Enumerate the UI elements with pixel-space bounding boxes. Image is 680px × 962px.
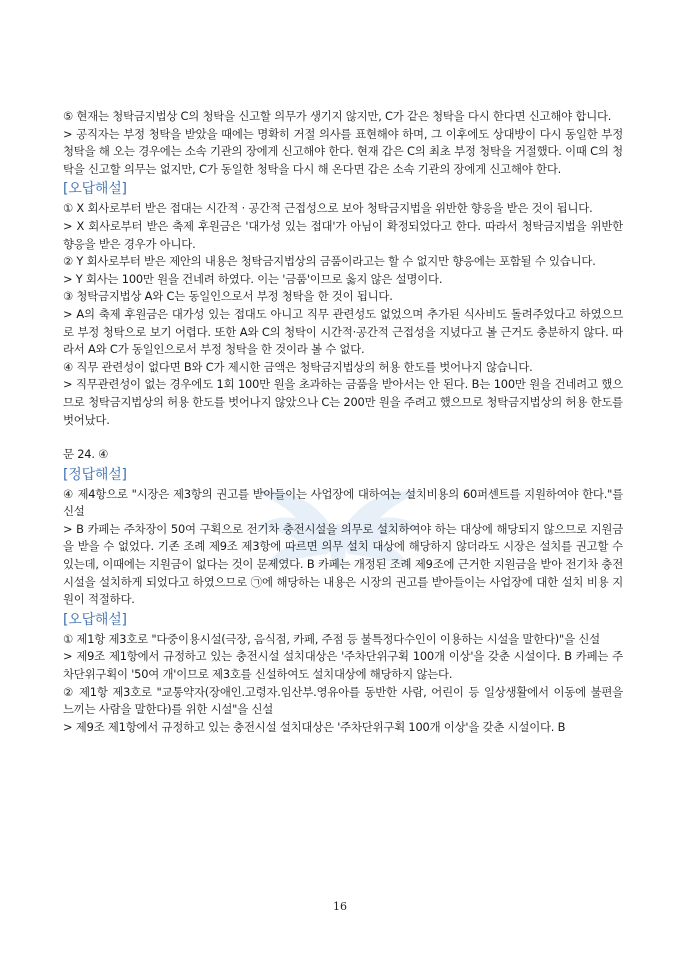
q23-wrong-answer-title: [오답해설]: [63, 181, 127, 198]
q24-wrong-item: > 제9조 제1항에서 규정하고 있는 충전시설 설치대상은 '주차단위구획 100개 이상'을 갖춘 시설이다. B 카페는 주차단위구획이 '50여 개'이므로 제3호를 신설하여도 설치대상에 해당하지 않는다.: [63, 649, 623, 682]
q23-wrong-item: ② Y 회사로부터 받은 제안의 내용은 청탁금지법상의 금품이라고는 할 수 없지만 향응에는 포함될 수 있습니다.: [63, 254, 596, 269]
q24-wrong-item: ② 제1항 제3호로 "교통약자(장애인.고령자.임산부.영유아를 동반한 사람, 어린이 등 일상생활에서 이동에 불편을 느끼는 사람을 말한다)를 위한 시설"을 신설: [63, 684, 623, 717]
q24-correct-answer-title: [정답해설]: [63, 466, 127, 483]
q24-correct-item: ④ 제4항으로 "시장은 제3항의 권고를 받아들이는 사업장에 대하여는 설치비용의 60퍼센트를 지원하여야 한다."를 신설: [63, 486, 623, 519]
q23-wrong-item: > 직무관련성이 없는 경우에도 1회 100만 원을 초과하는 금품을 받아서는 안 된다. B는 100만 원을 건네려고 했으므로 청탁금지법상의 허용 한도를 벗어나지 않았으나 C는 200만 원을 주려고 했으므로 청탁금지법상의 허용 한도를 벗어났다.: [63, 377, 623, 427]
q23-wrong-item: ① X 회사로부터 받은 접대는 시간적 · 공간적 근접성으로 보아 청탁금지법을 위반한 향응을 받은 것이 됩니다.: [63, 201, 593, 216]
q23-wrong-item: > Y 회사는 100만 원을 건네려 하였다. 이는 '금품'이므로 옳지 않은 설명이다.: [63, 271, 443, 286]
q24-wrong-item: ① 제1항 제3호로 "다중이용시설(극장, 음식점, 카페, 주점 등 불특정다수인이 이용하는 시설을 말한다)"을 신설: [63, 631, 600, 646]
q24-number: 문 24. ④: [63, 447, 109, 462]
q24-wrong-answer-title: [오답해설]: [63, 611, 127, 628]
q23-wrong-item: > A의 축제 후원금은 대가성 있는 접대도 아니고 직무 관련성도 없었으며 추가된 식사비도 돌려주었다고 하였으므로 부정 청탁으로 보기 어렵다. 또한 A와 C의 청탁이 시간적·공간적 근접성을 지녔다고 볼 근거도 충분하지 않다. 따라서 A와 C가 동일인으로서 부정 청탁을 한 것이라 볼 수 없다.: [63, 306, 623, 357]
q23-item5-explanation: > 공직자는 부정 청탁을 받았을 때에는 명확히 거절 의사를 표현해야 하며, 그 이후에도 상대방이 다시 동일한 부정 청탁을 해 오는 경우에는 소속 기관의 장에게 신고해야 한다. 현재 갑은 C의 최초 부정 청탁을 거절했다. 이때 C의 청탁을 신고할 의무는 없지만, C가 동일한 청탁을 다시 해 온다면 갑은 소속 기관의 장에게 신고해야 한다.: [63, 126, 623, 176]
document-body: [63, 108, 623, 736]
q23-item5: ⑤ 현재는 청탁금지법상 C의 청탁을 신고할 의무가 생기지 않지만, C가 같은 청탁을 다시 한다면 신고해야 합니다.: [63, 109, 612, 123]
q23-wrong-item: ④ 직무 관련성이 없다면 B와 C가 제시한 금액은 청탁금지법상의 허용 한도를 벗어나지 않습니다.: [63, 359, 533, 374]
q23-wrong-item: > X 회사로부터 받은 축제 후원금은 '대가성 있는 접대'가 아님이 확정되었다고 한다. 따라서 청탁금지법을 위반한 향응을 받은 경우가 아니다.: [63, 218, 623, 251]
q24-correct-item: > B 카페는 주차장이 50여 구획으로 전기차 충전시설을 의무로 설치하여야 하는 대상에 해당되지 않으므로 지원금을 받을 수 없었다. 기존 조례 제9조 제3항에 따르면 의무 설치 대상에 해당하지 않더라도 시장은 설치를 권고할 수 있는데, 이때에는 지원금이 없다는 것이 문제였다. B 카페는 개정된 조례 제9조에 근거한 지원금을 받아 전기차 충전 시설을 설치하게 되었다고 하였으므로 ㉠에 해당하는 내용은 시장의 권고를 받아들이는 사업장에 대한 설치 비용 지원이 적절하다.: [63, 521, 623, 607]
q24-wrong-item: > 제9조 제1항에서 규정하고 있는 충전시설 설치대상은 '주차단위구획 100개 이상'을 갖춘 시설이다. B: [63, 719, 566, 734]
page-number: 16: [333, 900, 347, 913]
q23-wrong-item: ③ 청탁금지법상 A와 C는 동일인으로서 부정 청탁을 한 것이 됩니다.: [63, 289, 393, 304]
